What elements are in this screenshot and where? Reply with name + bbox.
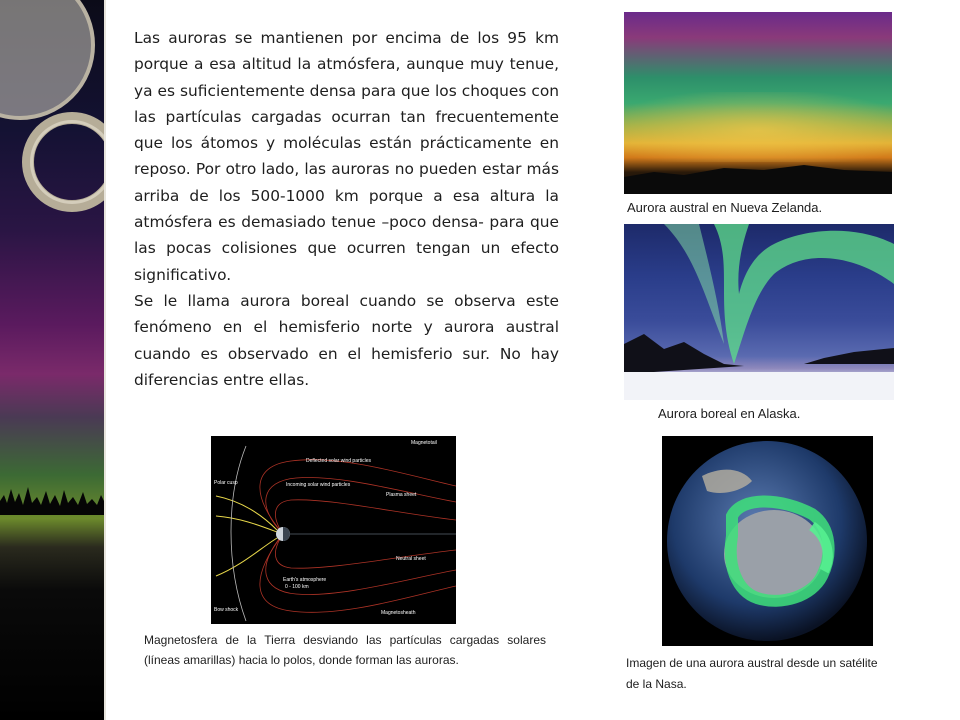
caption-alaska: Aurora boreal en Alaska. [658, 406, 801, 421]
tree-silhouette [0, 475, 104, 515]
aurora-new-zealand-photo [624, 12, 892, 194]
aurora-alaska-photo [624, 224, 894, 400]
label-neutral-sheet: Neutral sheet [396, 556, 426, 562]
sidebar-edge [104, 0, 106, 720]
caption-magnetosphere: Magnetosfera de la Tierra desviando las partículas cargadas solares (líneas amarillas) hacia lo polos, donde forman las auroras. [144, 633, 546, 667]
decorative-circle-large [0, 0, 95, 120]
decorative-aurora-sidebar [0, 0, 104, 720]
paragraph-boreal-austral: Se le llama aurora boreal cuando se observa este fenómeno en el hemisferio norte y aurora austral cuando es observado en el hemisferio sur. No hay diferencias entre ellas. [134, 291, 559, 389]
label-polar-cusp: Polar cusp [214, 480, 238, 486]
label-atmosphere-range: 0 - 100 km [285, 584, 309, 590]
label-deflected: Deflected solar wind particles [306, 458, 372, 464]
satellite-aurora-photo [662, 436, 873, 646]
label-incoming: Incoming solar wind particles [286, 482, 351, 488]
label-atmosphere: Earth's atmosphere [283, 577, 327, 583]
label-plasma-sheet: Plasma sheet [386, 492, 417, 498]
caption-satellite: Imagen de una aurora austral desde un satélite de la Nasa. [626, 656, 878, 691]
magnetosphere-diagram [211, 436, 456, 624]
label-bow-shock: Bow shock [214, 607, 239, 613]
main-text [134, 25, 559, 393]
label-magnetotail: Magnetotail [411, 440, 437, 446]
decorative-ring-inner [30, 120, 104, 204]
paragraph-altitude: Las auroras se mantienen por encima de los 95 km porque a esa altitud la atmósfera, aunque muy tenue, ya es suficientemente densa para que los choques con las partículas cargadas ocurran tan frecuentemente que los átomos y moléculas están prácticamente en reposo. Por otro lado, las auroras no pueden estar más arriba de los 500-1000 km porque a esa altura la atmósfera es demasiado tenue –poco densa- para que las pocas colisiones que ocurren tengan un efecto significativo. [134, 29, 559, 284]
label-magnetosheath: Magnetosheath [381, 610, 416, 616]
caption-new-zealand: Aurora austral en Nueva Zelanda. [627, 200, 823, 215]
